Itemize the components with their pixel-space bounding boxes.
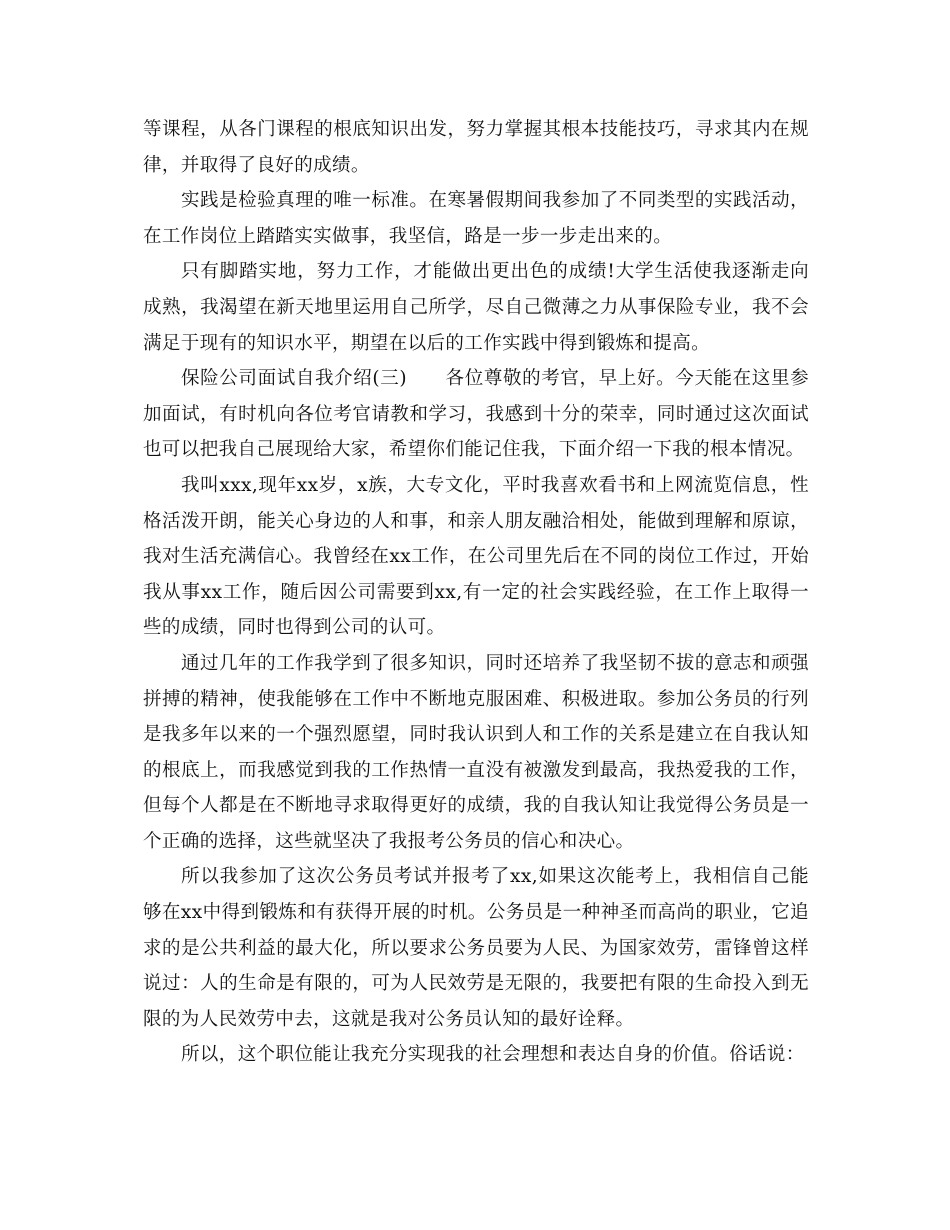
paragraph-personal-info: 我叫xxx,现年xx岁，x族，大专文化，平时我喜欢看书和上网流览信息，性格活泼开朗，能关心身边的人和事，和亲人朋友融洽相处，能做到理解和原谅，我对生活充满信心。我曾经在xx工作，在公司里先后在不同的岗位工作过，开始我从事xx工作，随后因公司需要到xx,有一定的社会实践经验，在工作上取得一些的成绩，同时也得到公司的认可。 bbox=[143, 474, 809, 639]
paragraph-continuation: 等课程，从各门课程的根底知识出发，努力掌握其根本技能技巧，寻求其内在规律，并取得了良好的成绩。 bbox=[143, 119, 809, 176]
paragraph-work-experience: 通过几年的工作我学到了很多知识，同时还培养了我坚韧不拔的意志和顽强拼搏的精神，使我能够在工作中不断地克服困难、积极进取。参加公务员的行列是我多年以来的一个强烈愿望，同时我认识到人和工作的关系是建立在自我认知的根底上，而我感觉到我的工作热情一直没有被激发到最高，我热爱我的工作，但每个人都是在不断地寻求取得更好的成绩，我的自我认知让我觉得公务员是一个正确的选择，这些就坚决了我报考公务员的信心和决心。 bbox=[143, 652, 809, 852]
paragraph-conclusion: 所以，这个职位能让我充分实现我的社会理想和表达自身的价值。俗话说： bbox=[181, 1044, 805, 1066]
paragraph-practice: 实践是检验真理的唯一标准。在寒暑假期间我参加了不同类型的实践活动，在工作岗位上踏踏实实做事，我坚信，路是一步一步走出来的。 bbox=[143, 190, 809, 247]
paragraph-diligence: 只有脚踏实地，努力工作，才能做出更出色的成绩!大学生活使我逐渐走向成熟，我渴望在新天地里运用自己所学，尽自己微薄之力从事保险专业，我不会满足于现有的知识水平，期望在以后的工作实践中得到锻炼和提高。 bbox=[143, 261, 809, 354]
paragraph-civil-service: 所以我参加了这次公务员考试并报考了xx,如果这次能考上，我相信自己能够在xx中得到锻炼和有获得开展的时机。公务员是一种神圣而高尚的职业，它追求的是公共利益的最大化，所以要求公务员要为人民、为国家效劳，雷锋曾这样说过：人的生命是有限的，可为人民效劳是无限的，我要把有限的生命投入到无限的为人民效劳中去，这就是我对公务员认知的最好诠释。 bbox=[143, 866, 809, 1030]
paragraph-intro-heading: 保险公司面试自我介绍(三) 各位尊敬的考官，早上好。今天能在这里参加面试，有时机向各位考官请教和学习，我感到十分的荣幸，同时通过这次面试也可以把我自己展现给大家，希望你们能记住我，下面介绍一下我的根本情况。 bbox=[143, 368, 809, 461]
document-body bbox=[143, 112, 809, 1073]
